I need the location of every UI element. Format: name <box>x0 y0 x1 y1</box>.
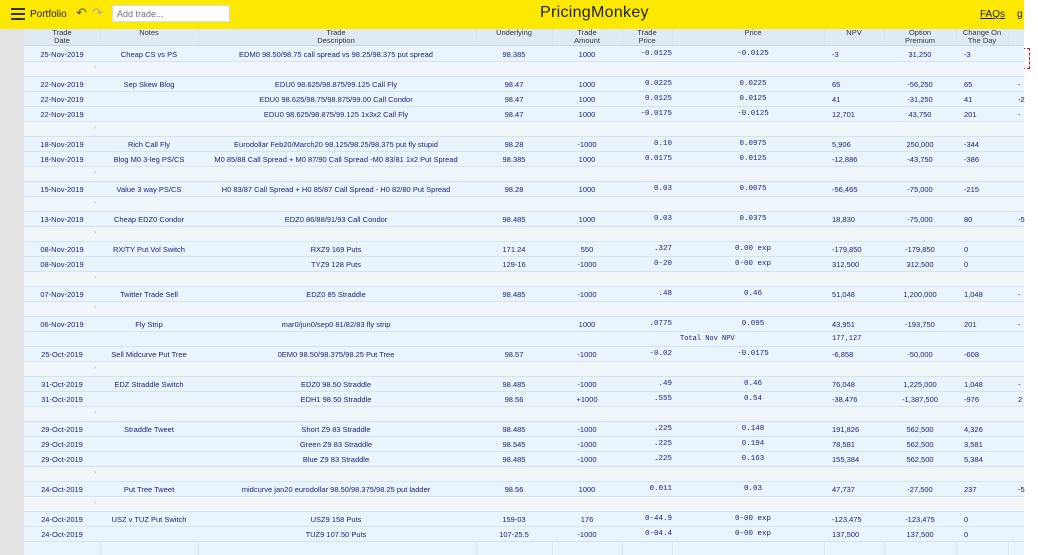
grid-header <box>24 29 1024 46</box>
table-row[interactable] <box>24 242 1024 257</box>
expand-icon[interactable]: › <box>94 125 96 131</box>
cell-premium[interactable]: 31,250 <box>908 50 932 59</box>
cell-desc[interactable]: RXZ9 169 Puts <box>310 245 362 254</box>
cell-change[interactable]: -976 <box>964 395 980 404</box>
cell-npv[interactable]: -6,858 <box>832 350 854 359</box>
cell-date[interactable]: 25-Nov-2019 <box>40 50 84 59</box>
undo-icon[interactable]: ↶ <box>76 5 87 20</box>
cell-under[interactable]: 98.485 <box>502 380 526 389</box>
cell-premium[interactable]: -123,475 <box>905 515 935 524</box>
cell-change[interactable]: 0 <box>964 245 969 254</box>
cell-amount[interactable]: -1000 <box>577 260 597 269</box>
cell-amount[interactable]: 1000 <box>578 185 596 194</box>
cell-extra[interactable]: -5 <box>1018 485 1025 494</box>
cell-amount[interactable]: -1000 <box>577 140 597 149</box>
spacer-row <box>24 362 1024 377</box>
cell-extra[interactable]: - <box>1018 80 1021 89</box>
cell-date[interactable]: 18-Nov-2019 <box>40 140 84 149</box>
cell-tprice[interactable]: 0.03 <box>653 185 672 193</box>
cell-change[interactable]: 80 <box>964 215 973 224</box>
cell-notes[interactable]: Cheap CS vs PS <box>120 50 178 59</box>
cell-desc[interactable]: EDZ0 98.50 Straddle <box>300 380 372 389</box>
cell-price[interactable]: -0.0125 <box>737 50 769 58</box>
cell-date[interactable]: 07-Nov-2019 <box>40 290 84 299</box>
cell-price[interactable]: 0.0125 <box>739 155 767 163</box>
cell-change[interactable]: -344 <box>964 140 980 149</box>
cell-tprice[interactable]: -0.0125 <box>640 50 672 58</box>
cell-notes[interactable]: Put Tree Tweet <box>123 485 175 494</box>
spacer-row <box>24 467 1024 482</box>
cell-premium[interactable]: -31,250 <box>907 95 933 104</box>
cell-tprice[interactable]: .555 <box>653 395 672 403</box>
cell-date[interactable]: 29-Oct-2019 <box>41 440 83 449</box>
expand-icon[interactable]: › <box>94 470 96 476</box>
cell-notes[interactable]: Rich Call Fly <box>127 140 171 149</box>
cell-amount[interactable]: -1000 <box>577 350 597 359</box>
cell-amount[interactable]: 550 <box>580 245 594 254</box>
cell-premium[interactable]: -193,750 <box>905 320 935 329</box>
cell-under[interactable]: 98.47 <box>504 95 524 104</box>
cell-price[interactable]: 0-00 exp <box>734 260 771 268</box>
row-gutter <box>0 29 24 555</box>
cell-premium[interactable]: -179,850 <box>905 245 935 254</box>
cell-desc[interactable]: USZ9 158 Puts <box>310 515 362 524</box>
cell-tprice[interactable]: 0.0125 <box>644 95 672 103</box>
cell-price[interactable]: 0.095 <box>741 320 765 328</box>
cell-premium[interactable]: 562,500 <box>906 440 934 449</box>
cell-premium[interactable]: 1,225,000 <box>903 380 937 389</box>
cell-tprice[interactable]: 0-04.4 <box>644 530 672 538</box>
redo-icon[interactable]: ↷ <box>92 5 103 20</box>
cell-amount[interactable]: 1000 <box>578 320 596 329</box>
column-header-npv[interactable]: NPV <box>846 28 862 37</box>
cell-extra[interactable]: -2 <box>1018 95 1025 104</box>
cell-desc[interactable]: EDU0 98.625/98.75/98.875/99.00 Call Condor <box>259 95 413 104</box>
column-header-under[interactable]: Underlying <box>496 28 532 37</box>
cell-premium[interactable]: -75,000 <box>907 185 933 194</box>
expand-icon[interactable]: › <box>94 200 96 206</box>
cell-under[interactable]: 98.57 <box>504 350 524 359</box>
cell-tprice[interactable]: 0.0225 <box>644 80 672 88</box>
cell-amount[interactable]: 1000 <box>578 110 596 119</box>
cell-amount[interactable]: 1000 <box>578 80 596 89</box>
table-row[interactable] <box>24 107 1024 122</box>
cell-amount[interactable]: -1000 <box>577 530 597 539</box>
add-trade-input[interactable] <box>112 5 230 22</box>
cell-npv[interactable]: 51,048 <box>832 290 855 299</box>
cell-npv[interactable]: 312,500 <box>832 260 860 269</box>
expand-icon[interactable]: › <box>94 65 96 71</box>
cell-change[interactable]: 4,326 <box>964 425 983 434</box>
cell-npv[interactable]: -56,465 <box>832 185 858 194</box>
cell-notes[interactable]: Sep Skew Blog <box>123 80 175 89</box>
cell-premium[interactable]: -27,500 <box>907 485 933 494</box>
cell-desc[interactable]: H0 83/87 Call Spread + H0 85/87 Call Spread - H0 82/80 Put Spread <box>221 185 451 194</box>
cell-desc[interactable]: EDH1 98.50 Straddle <box>300 395 372 404</box>
total-label: Total Nov NPV <box>680 335 735 343</box>
cell-amount[interactable]: -1000 <box>577 455 597 464</box>
cell-premium[interactable]: -43,750 <box>907 155 933 164</box>
faqs-link[interactable]: FAQs <box>980 9 1006 20</box>
cell-tprice[interactable]: 0-20 <box>653 260 672 268</box>
cell-premium[interactable]: -50,000 <box>907 350 933 359</box>
cell-under[interactable]: 98.56 <box>504 395 524 404</box>
expand-icon[interactable]: › <box>94 275 96 281</box>
table-row[interactable] <box>24 77 1024 92</box>
cell-desc[interactable]: TYZ9 128 Puts <box>310 260 362 269</box>
cell-under[interactable]: 129-16 <box>502 260 526 269</box>
cell-notes[interactable]: Twitter Trade Sell <box>120 290 178 299</box>
column-header-tprice[interactable]: Trade Price <box>637 28 657 45</box>
cell-extra[interactable]: -5 <box>1018 215 1025 224</box>
cell-date[interactable]: 24-Oct-2019 <box>41 530 83 539</box>
table-row[interactable] <box>24 392 1024 407</box>
table-row[interactable] <box>24 437 1024 452</box>
cell-desc[interactable]: EDU0 98.625/98.875/99.125 Call Fly <box>274 80 398 89</box>
cell-change[interactable]: 5,384 <box>964 455 983 464</box>
cell-amount[interactable]: 1000 <box>578 215 596 224</box>
cell-premium[interactable]: 137,500 <box>906 530 934 539</box>
table-row[interactable] <box>24 212 1024 227</box>
spacer-row <box>24 227 1024 242</box>
cell-change[interactable]: 41 <box>964 95 973 104</box>
cell-premium[interactable]: 562,500 <box>906 455 934 464</box>
cell-desc[interactable]: Blue Z9 83 Straddle <box>302 455 370 464</box>
cell-npv[interactable]: 65 <box>832 80 841 89</box>
cell-change[interactable]: 1,048 <box>964 290 983 299</box>
cell-date[interactable]: 15-Nov-2019 <box>40 185 84 194</box>
cell-date[interactable]: 24-Oct-2019 <box>41 485 83 494</box>
total-row[interactable] <box>24 332 1024 347</box>
cell-price[interactable]: 0.54 <box>743 395 762 403</box>
cell-price[interactable]: 0.46 <box>743 290 762 298</box>
column-header-desc[interactable]: Trade Description <box>317 28 355 45</box>
cell-date[interactable]: 29-Oct-2019 <box>41 425 83 434</box>
spacer-row <box>24 302 1024 317</box>
cell-npv[interactable]: -179,850 <box>832 245 862 254</box>
cell-price[interactable]: 0.0225 <box>739 80 767 88</box>
cell-npv[interactable]: 191,826 <box>832 425 860 434</box>
cell-under[interactable]: 98.385 <box>502 155 526 164</box>
cell-under[interactable]: 98.485 <box>502 290 526 299</box>
cell-desc[interactable]: mar0/jun0/sep0 81/82/83 fly strip <box>281 320 391 329</box>
cell-notes[interactable]: EDZ Straddle Switch <box>114 380 184 389</box>
expand-icon[interactable]: › <box>94 170 96 176</box>
cell-change[interactable]: 65 <box>964 80 973 89</box>
top-bar <box>0 0 1024 29</box>
table-row[interactable] <box>24 137 1024 152</box>
expand-icon[interactable]: › <box>94 230 96 236</box>
cell-date[interactable]: 22-Nov-2019 <box>40 95 84 104</box>
column-header-date[interactable]: Trade Date <box>52 28 72 45</box>
cell-date[interactable]: 24-Oct-2019 <box>41 515 83 524</box>
cell-under[interactable]: 171.24 <box>502 245 526 254</box>
menu-icon[interactable] <box>11 8 25 20</box>
cell-price[interactable]: 0.163 <box>741 455 765 463</box>
cell-npv[interactable]: 5,906 <box>832 140 851 149</box>
cell-date[interactable]: 06-Nov-2019 <box>40 320 84 329</box>
column-header-amount[interactable]: Trade Amount <box>574 28 600 45</box>
cell-notes[interactable]: USZ v TUZ Put Switch <box>111 515 187 524</box>
cell-price[interactable]: 0.148 <box>741 425 765 433</box>
cell-notes[interactable]: Blog M0 3-leg PS/CS <box>113 155 185 164</box>
spacer-row <box>24 122 1024 137</box>
cell-price[interactable]: 0.194 <box>741 440 765 448</box>
cell-notes[interactable]: Cheap EDZ0 Condor <box>113 215 185 224</box>
cell-under[interactable]: 159-03 <box>502 515 526 524</box>
cell-change[interactable]: -386 <box>964 155 980 164</box>
cell-tprice[interactable]: .225 <box>653 455 672 463</box>
cell-date[interactable]: 13-Nov-2019 <box>40 215 84 224</box>
table-row[interactable] <box>24 422 1024 437</box>
cell-change[interactable]: 0 <box>964 260 969 269</box>
cell-npv[interactable]: -123,475 <box>832 515 862 524</box>
cell-desc[interactable]: 0EM0 98.50/98.375/98.25 Put Tree <box>277 350 395 359</box>
cell-date[interactable]: 25-Oct-2019 <box>41 350 83 359</box>
portfolio-menu[interactable]: Portfolio <box>30 9 67 20</box>
cell-price[interactable]: 0.0975 <box>739 140 767 148</box>
cut-off-link[interactable]: g <box>1017 9 1023 20</box>
expand-icon[interactable]: › <box>94 305 96 311</box>
table-row[interactable] <box>24 92 1024 107</box>
cell-price[interactable]: 0.46 <box>743 380 762 388</box>
cell-amount[interactable]: +1000 <box>576 395 598 404</box>
cell-under[interactable]: 98.47 <box>504 80 524 89</box>
cell-under[interactable]: 98.545 <box>502 440 526 449</box>
spacer-row <box>24 407 1024 422</box>
cell-desc[interactable]: EDZ0 85 Straddle <box>306 290 366 299</box>
cell-extra[interactable]: 2 <box>1018 395 1023 404</box>
cell-desc[interactable]: Green Z9 83 Straddle <box>299 440 373 449</box>
cell-date[interactable]: 31-Oct-2019 <box>41 380 83 389</box>
cell-date[interactable]: 22-Nov-2019 <box>40 110 84 119</box>
cell-change[interactable]: -215 <box>964 185 980 194</box>
cell-premium[interactable]: 312,500 <box>906 260 934 269</box>
cell-change[interactable]: 1,048 <box>964 380 983 389</box>
cell-npv[interactable]: 18,830 <box>832 215 855 224</box>
cell-tprice[interactable]: 0.10 <box>653 140 672 148</box>
cell-npv[interactable]: 41 <box>832 95 841 104</box>
cell-under[interactable]: 98.28 <box>504 185 524 194</box>
cell-date[interactable]: 08-Nov-2019 <box>40 245 84 254</box>
cell-price[interactable]: 0.0075 <box>739 185 767 193</box>
cell-tprice[interactable]: .225 <box>653 425 672 433</box>
cell-under[interactable]: 107-25.5 <box>499 530 529 539</box>
cell-change[interactable]: -3 <box>964 50 971 59</box>
cell-tprice[interactable]: .225 <box>653 440 672 448</box>
cell-price[interactable]: -0.0175 <box>737 350 769 358</box>
table-row[interactable] <box>24 287 1024 302</box>
spacer-row <box>24 197 1024 212</box>
cell-notes[interactable]: Fly Strip <box>135 320 163 329</box>
cell-price[interactable]: 0.0375 <box>739 215 767 223</box>
cell-npv[interactable]: 137,500 <box>832 530 860 539</box>
table-row[interactable] <box>24 182 1024 197</box>
cell-notes[interactable]: RX/TY Put Vol Switch <box>113 245 185 254</box>
cell-extra[interactable]: - <box>1018 320 1021 329</box>
cell-under[interactable]: 98.385 <box>502 50 526 59</box>
cell-desc[interactable]: M0 85/88 Call Spread + M0 87/90 Call Spread -M0 83/81 1x2 Put Spread <box>214 155 458 164</box>
cell-premium[interactable]: 1,200,000 <box>903 290 937 299</box>
cell-amount[interactable]: 176 <box>580 515 594 524</box>
cell-premium[interactable]: -56,250 <box>907 80 933 89</box>
cell-amount[interactable]: -1000 <box>577 290 597 299</box>
cell-price[interactable]: -0.0125 <box>737 110 769 118</box>
expand-icon[interactable]: › <box>94 410 96 416</box>
table-row[interactable] <box>24 377 1024 392</box>
cell-date[interactable]: 08-Nov-2019 <box>40 260 84 269</box>
cell-npv[interactable]: -3 <box>832 50 839 59</box>
cell-change[interactable]: 0 <box>964 530 969 539</box>
cell-tprice[interactable]: 0.011 <box>649 485 672 493</box>
cell-npv[interactable]: 76,048 <box>832 380 855 389</box>
brand-title: PricingMonkey <box>540 4 649 21</box>
cell-npv[interactable]: 43,951 <box>832 320 855 329</box>
cell-npv[interactable]: 12,701 <box>832 110 855 119</box>
cell-tprice[interactable]: .48 <box>658 290 672 298</box>
cell-tprice[interactable]: 0-44.9 <box>644 515 672 523</box>
cell-desc[interactable]: EDU0 98.625/98.875/99.125 1x3x2 Call Fly <box>263 110 409 119</box>
cell-tprice[interactable]: .49 <box>658 380 672 388</box>
cell-change[interactable]: 201 <box>964 320 977 329</box>
cell-amount[interactable]: -1000 <box>577 425 597 434</box>
cell-premium[interactable]: 43,750 <box>908 110 932 119</box>
cell-under[interactable]: 98.485 <box>502 425 526 434</box>
spacer-row <box>24 62 1024 77</box>
expand-icon[interactable]: › <box>94 500 96 506</box>
cell-tprice[interactable]: .327 <box>653 245 672 253</box>
table-row[interactable] <box>24 527 1024 542</box>
cell-desc[interactable]: EDZ0 86/88/91/93 Call Condor <box>284 215 388 224</box>
cell-under[interactable]: 98.485 <box>502 455 526 464</box>
cell-npv[interactable]: 47,737 <box>832 485 855 494</box>
column-header-notes[interactable]: Notes <box>139 28 159 37</box>
cell-price[interactable]: 0.0125 <box>739 95 767 103</box>
cell-desc[interactable]: EDM0 98.50/98.75 call spread vs 98.25/98.375 put spread <box>239 50 433 59</box>
cell-price[interactable]: 0-00 exp <box>734 515 771 523</box>
cell-amount[interactable]: 1000 <box>578 50 596 59</box>
cell-amount[interactable]: 1000 <box>578 485 596 494</box>
cell-desc[interactable]: TUZ9 107.50 Puts <box>305 530 367 539</box>
cell-change[interactable]: -608 <box>964 350 980 359</box>
cell-extra[interactable]: - <box>1018 110 1021 119</box>
cell-amount[interactable]: -1000 <box>577 440 597 449</box>
trades-grid <box>24 29 1024 555</box>
table-row[interactable] <box>24 317 1024 332</box>
cell-premium[interactable]: 562,500 <box>906 425 934 434</box>
cell-date[interactable]: 18-Nov-2019 <box>40 155 84 164</box>
cell-amount[interactable]: -1000 <box>577 380 597 389</box>
table-row[interactable] <box>24 512 1024 527</box>
spacer-row <box>24 497 1024 512</box>
column-header-premium[interactable]: Option Premium <box>904 28 935 45</box>
cell-npv[interactable]: -12,886 <box>832 155 858 164</box>
cell-tprice[interactable]: .0775 <box>649 320 672 328</box>
cell-change[interactable]: 0 <box>964 515 969 524</box>
cell-date[interactable]: 22-Nov-2019 <box>40 80 84 89</box>
cell-tprice[interactable]: -0.02 <box>649 350 672 358</box>
cell-npv[interactable]: 78,581 <box>832 440 855 449</box>
cell-premium[interactable]: 250,000 <box>906 140 934 149</box>
expand-icon[interactable]: › <box>94 365 96 371</box>
cell-under[interactable]: 98.28 <box>504 140 524 149</box>
cell-notes[interactable]: Value 3 way PS/CS <box>116 185 182 194</box>
cell-tprice[interactable]: 0.0175 <box>644 155 672 163</box>
cell-extra[interactable]: - <box>1018 380 1021 389</box>
total-npv: 177,127 <box>832 335 862 343</box>
cell-npv[interactable]: -38,476 <box>832 395 858 404</box>
cell-price[interactable]: 0.00 exp <box>734 245 771 253</box>
table-row[interactable] <box>24 47 1024 62</box>
column-header-price[interactable]: Price <box>744 28 762 37</box>
cell-desc[interactable]: Short Z9 83 Straddle <box>301 425 371 434</box>
cell-amount[interactable]: 1000 <box>578 155 596 164</box>
cell-desc[interactable]: midcurve jan20 eurodollar 98.50/98.375/98.25 put ladder <box>241 485 431 494</box>
table-row[interactable] <box>24 347 1024 362</box>
table-row[interactable] <box>24 452 1024 467</box>
cell-date[interactable]: 31-Oct-2019 <box>41 395 83 404</box>
cell-amount[interactable]: 1000 <box>578 95 596 104</box>
cell-extra[interactable]: - <box>1018 290 1021 299</box>
cell-tprice[interactable]: -0.0175 <box>640 110 672 118</box>
cell-tprice[interactable]: 0.03 <box>653 215 672 223</box>
cell-notes[interactable]: Straddle Tweet <box>124 425 174 434</box>
cell-price[interactable]: 0.03 <box>743 485 762 493</box>
spacer-row <box>24 167 1024 182</box>
cell-change[interactable]: 3,581 <box>964 440 983 449</box>
table-row[interactable] <box>24 152 1024 167</box>
cell-price[interactable]: 0-00 exp <box>734 530 771 538</box>
cell-change[interactable]: 201 <box>964 110 977 119</box>
cell-under[interactable]: 98.56 <box>504 485 524 494</box>
spacer-row <box>24 272 1024 287</box>
cell-change[interactable]: 237 <box>964 485 977 494</box>
cell-desc[interactable]: Eurodollar Feb20/March20 98.125/98.25/98.375 put fly stupid <box>234 140 438 149</box>
table-row[interactable] <box>24 482 1024 497</box>
cell-under[interactable]: 98.485 <box>502 215 526 224</box>
cell-premium[interactable]: -75,000 <box>907 215 933 224</box>
cell-premium[interactable]: -1,387,500 <box>902 395 938 404</box>
column-header-change[interactable]: Change On The Day <box>962 28 1002 45</box>
cell-date[interactable]: 29-Oct-2019 <box>41 455 83 464</box>
table-row[interactable] <box>24 257 1024 272</box>
cell-under[interactable]: 98.47 <box>504 110 524 119</box>
cell-notes[interactable]: Sell Midcurve Put Tree <box>111 350 187 359</box>
cell-npv[interactable]: 155,384 <box>832 455 860 464</box>
